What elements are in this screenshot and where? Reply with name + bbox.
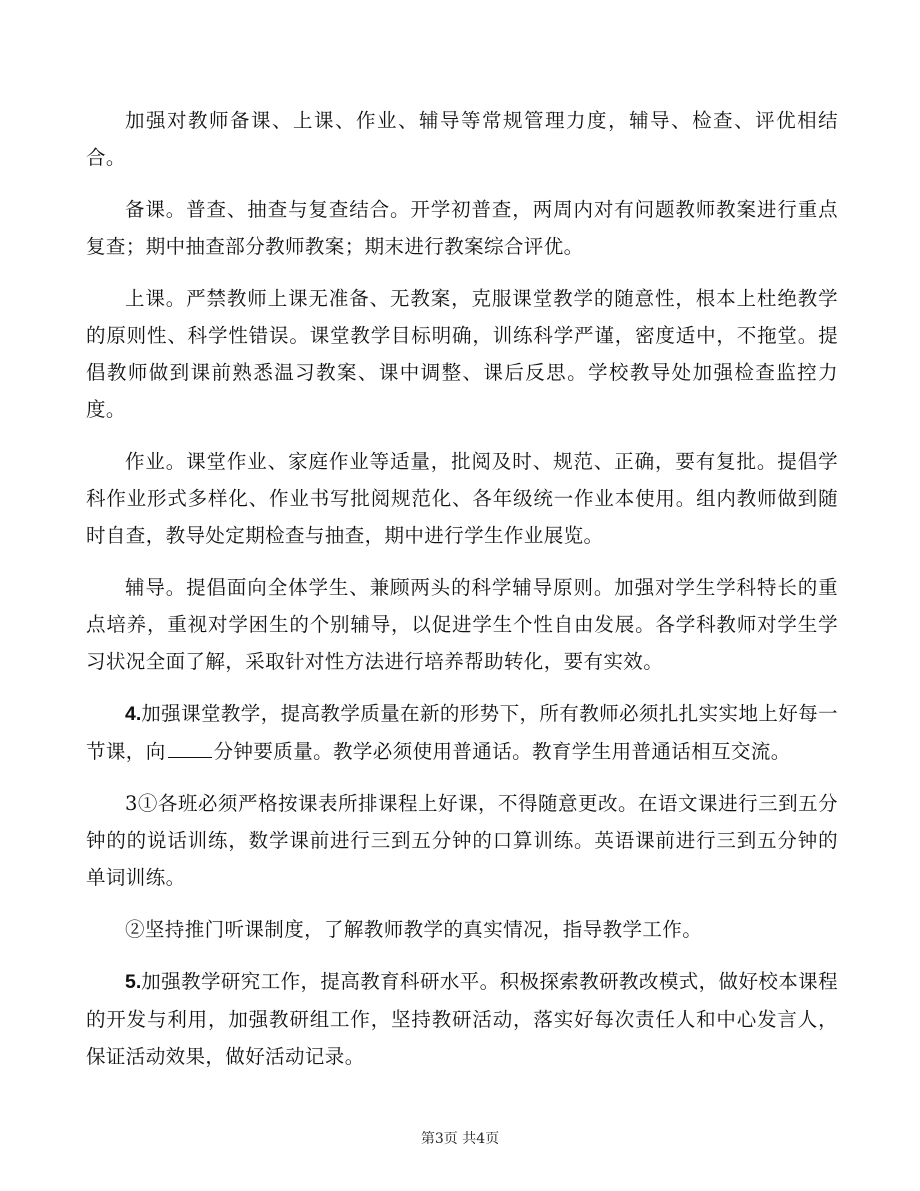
section-5-text: 加强教学研究工作，提高教育科研水平。积极探索教研教改模式，做好校本课程的开发与利用，加强教研组工作，坚持教研活动，落实好每次责任人和中心发言人，保证活动效果，做好活动记录。	[86, 970, 838, 1068]
section-4-paragraph	[86, 695, 838, 770]
item-circle-2-paragraph: ②坚持推门听课制度，了解教师教学的真实情况，指导教学工作。	[125, 918, 703, 941]
section-4-text-before: 加强课堂教学，提高教学质量在新的形势下，所有教师必须扎扎实实地上好每一节课，向	[86, 702, 838, 763]
fill-in-blank	[168, 735, 212, 758]
item-3-paragraph: 3①各班必须严格按课表所排课程上好课，不得随意更改。在语文课进行三到五分钟的的说话训练，数学课前进行三到五分钟的口算训练。英语课前进行三到五分钟的单词训练。	[86, 792, 838, 889]
document-body	[86, 102, 838, 1075]
paragraph-homework: 作业。课堂作业、家庭作业等适量，批阅及时、规范、正确，要有复批。提倡学科作业形式多样化、作业书写批阅规范化、各年级统一作业本使用。组内教师做到随时自查，教导处定期检查与抽查，期中进行学生作业展览。	[86, 450, 838, 547]
section-4-number: 4.	[125, 703, 142, 725]
page-number-footer: 第3页 共4页	[420, 1131, 500, 1147]
paragraph-routine-management: 加强对教师备课、上课、作业、辅导等常规管理力度，辅导、检查、评优相结合。	[86, 109, 838, 169]
section-5-number: 5.	[125, 971, 142, 993]
paragraph-classes: 上课。严禁教师上课无准备、无教案，克服课堂教学的随意性，根本上杜绝教学的原则性、科学性错误。课堂教学目标明确，训练科学严谨，密度适中，不拖堂。提倡教师做到课前熟悉温习教案、课中调整、课后反思。学校教导处加强检查监控力度。	[86, 287, 838, 421]
paragraph-tutoring: 辅导。提倡面向全体学生、兼顾两头的科学辅导原则。加强对学生学科特长的重点培养，重视对学困生的个别辅导，以促进学生个性自由发展。各学科教师对学生学习状况全面了解，采取针对性方法进行培养帮助转化，要有实效。	[86, 576, 838, 673]
paragraph-lesson-preparation: 备课。普查、抽查与复查结合。开学初普查，两周内对有问题教师教案进行重点复查；期中抽查部分教师教案；期末进行教案综合评优。	[86, 198, 838, 258]
section-4-text-after: 分钟要质量。教学必须使用普通话。教育学生用普通话相互交流。	[213, 740, 791, 763]
section-5-paragraph	[86, 963, 838, 1075]
